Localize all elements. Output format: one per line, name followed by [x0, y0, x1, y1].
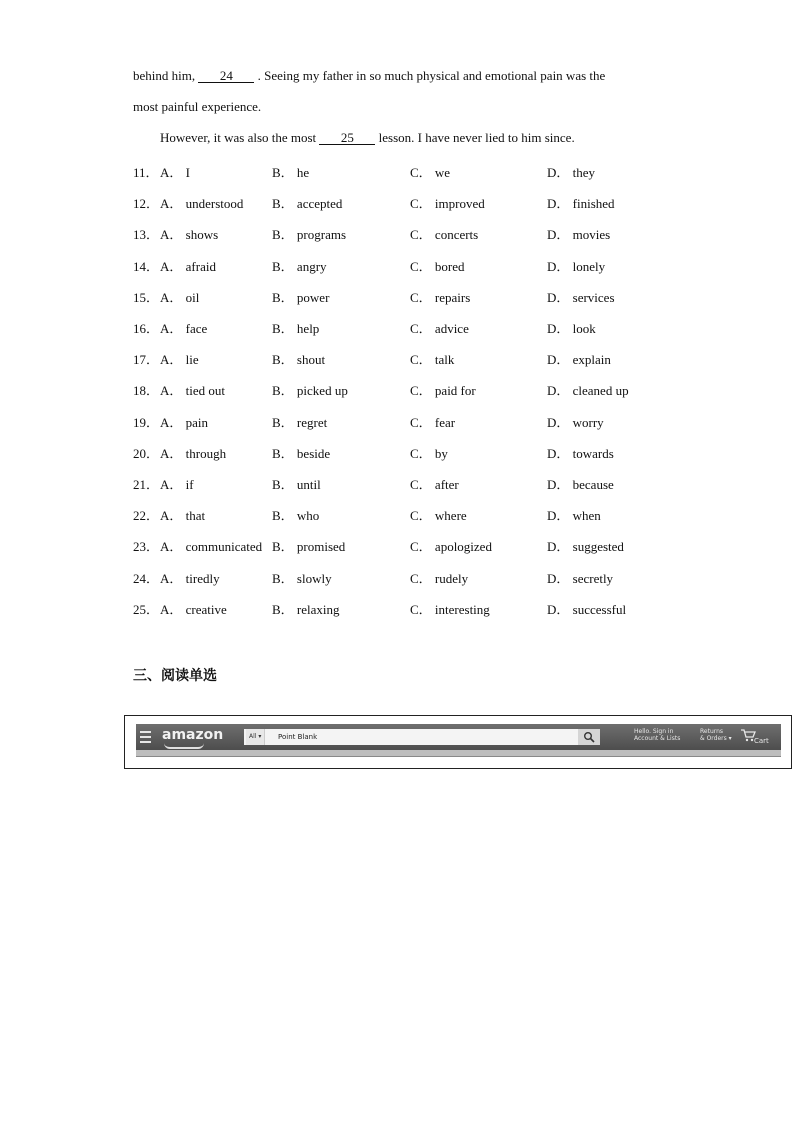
passage-text: behind him, — [133, 68, 199, 83]
option-c: C． interesting — [410, 602, 490, 617]
option-d: D． services — [547, 290, 615, 305]
option-a: A． tiredly — [160, 571, 220, 586]
search-box — [244, 729, 600, 745]
search-icon — [578, 729, 600, 745]
option-c: C． paid for — [410, 383, 476, 398]
option-b: B． until — [272, 477, 321, 492]
option-d: D． lonely — [547, 259, 606, 274]
passage-line-1 — [133, 68, 605, 84]
passage-text: lesson. I have never lied to him since. — [378, 130, 575, 145]
question-number: 21． — [133, 477, 160, 492]
option-d: D． when — [547, 508, 601, 523]
option-a: A． I — [160, 165, 190, 180]
option-b: B． shout — [272, 352, 326, 367]
amazon-smile-icon — [164, 743, 204, 749]
passage-line-3 — [160, 130, 575, 146]
option-a: A． pain — [160, 415, 209, 430]
option-a: A． understood — [160, 196, 244, 211]
question-number: 12． — [133, 196, 160, 211]
question-number: 18． — [133, 383, 160, 398]
account-greeting: Hello. Sign in — [634, 728, 674, 735]
search-category-select: All ▾ — [246, 729, 265, 745]
search-query: Point Blank — [278, 733, 318, 741]
blank-25: 25 — [319, 131, 375, 145]
option-d: D． secretly — [547, 571, 614, 586]
question-number: 19． — [133, 415, 160, 430]
account-lists-label: Account & Lists — [634, 735, 681, 742]
option-b: B． programs — [272, 227, 347, 242]
option-d: D． movies — [547, 227, 611, 242]
option-b: B． regret — [272, 415, 328, 430]
option-a: A． communicated — [160, 539, 263, 554]
option-c: C． by — [410, 446, 448, 461]
option-a: A． oil — [160, 290, 200, 305]
option-a: A． if — [160, 477, 194, 492]
amazon-screenshot-image — [124, 715, 792, 769]
question-number: 25． — [133, 602, 160, 617]
option-b: B． who — [272, 508, 320, 523]
option-d: D． explain — [547, 352, 611, 367]
option-c: C． apologized — [410, 539, 492, 554]
option-b: B． picked up — [272, 383, 348, 398]
option-c: C． improved — [410, 196, 485, 211]
question-number: 22． — [133, 508, 160, 523]
option-d: D． look — [547, 321, 596, 336]
orders-menu — [700, 728, 732, 742]
question-number: 15． — [133, 290, 160, 305]
option-d: D． finished — [547, 196, 615, 211]
option-b: B． he — [272, 165, 310, 180]
option-c: C． talk — [410, 352, 455, 367]
option-b: B． accepted — [272, 196, 343, 211]
passage-text: However, it was also the most — [160, 130, 320, 145]
question-number: 11． — [133, 165, 159, 180]
option-c: C． repairs — [410, 290, 471, 305]
option-d: D． because — [547, 477, 614, 492]
option-c: C． we — [410, 165, 451, 180]
option-a: A． face — [160, 321, 208, 336]
option-a: A． through — [160, 446, 227, 461]
option-d: D． suggested — [547, 539, 624, 554]
option-c: C． rudely — [410, 571, 469, 586]
option-d: D． they — [547, 165, 596, 180]
option-b: B． angry — [272, 259, 327, 274]
amazon-logo: amazon — [162, 727, 224, 743]
option-a: A． shows — [160, 227, 219, 242]
option-a: A． afraid — [160, 259, 216, 274]
option-d: D． towards — [547, 446, 614, 461]
passage-line-2: most painful experience. — [133, 99, 262, 114]
account-menu — [634, 728, 680, 742]
option-b: B． power — [272, 290, 330, 305]
option-a: A． creative — [160, 602, 227, 617]
option-c: C． where — [410, 508, 467, 523]
option-b: B． beside — [272, 446, 331, 461]
passage-text: . Seeing my father in so much physical and emotional pain was the — [257, 68, 606, 83]
blank-24: 24 — [198, 69, 254, 83]
amazon-nav-bar — [136, 724, 781, 750]
option-a: A． tied out — [160, 383, 225, 398]
option-c: C． advice — [410, 321, 469, 336]
option-a: A． that — [160, 508, 206, 523]
cart-label: Cart — [754, 737, 769, 745]
option-c: C． after — [410, 477, 459, 492]
option-d: D． successful — [547, 602, 627, 617]
question-number: 14． — [133, 259, 160, 274]
question-number: 13． — [133, 227, 160, 242]
option-d: D． worry — [547, 415, 604, 430]
option-b: B． help — [272, 321, 320, 336]
option-c: C． bored — [410, 259, 465, 274]
option-b: B． slowly — [272, 571, 332, 586]
returns-label: Returns — [700, 728, 724, 735]
question-number: 24． — [133, 571, 160, 586]
option-b: B． relaxing — [272, 602, 340, 617]
option-d: D． cleaned up — [547, 383, 629, 398]
question-number: 17． — [133, 352, 160, 367]
cart — [740, 728, 769, 745]
option-c: C． concerts — [410, 227, 479, 242]
divider — [136, 756, 781, 757]
question-number: 23． — [133, 539, 160, 554]
question-number: 20． — [133, 446, 160, 461]
option-c: C． fear — [410, 415, 456, 430]
option-a: A． lie — [160, 352, 199, 367]
option-b: B． promised — [272, 539, 346, 554]
question-number: 16． — [133, 321, 160, 336]
section-title: 三、阅读单选 — [133, 668, 217, 684]
hamburger-menu-icon — [140, 731, 151, 743]
orders-label: & Orders ▾ — [700, 735, 732, 742]
